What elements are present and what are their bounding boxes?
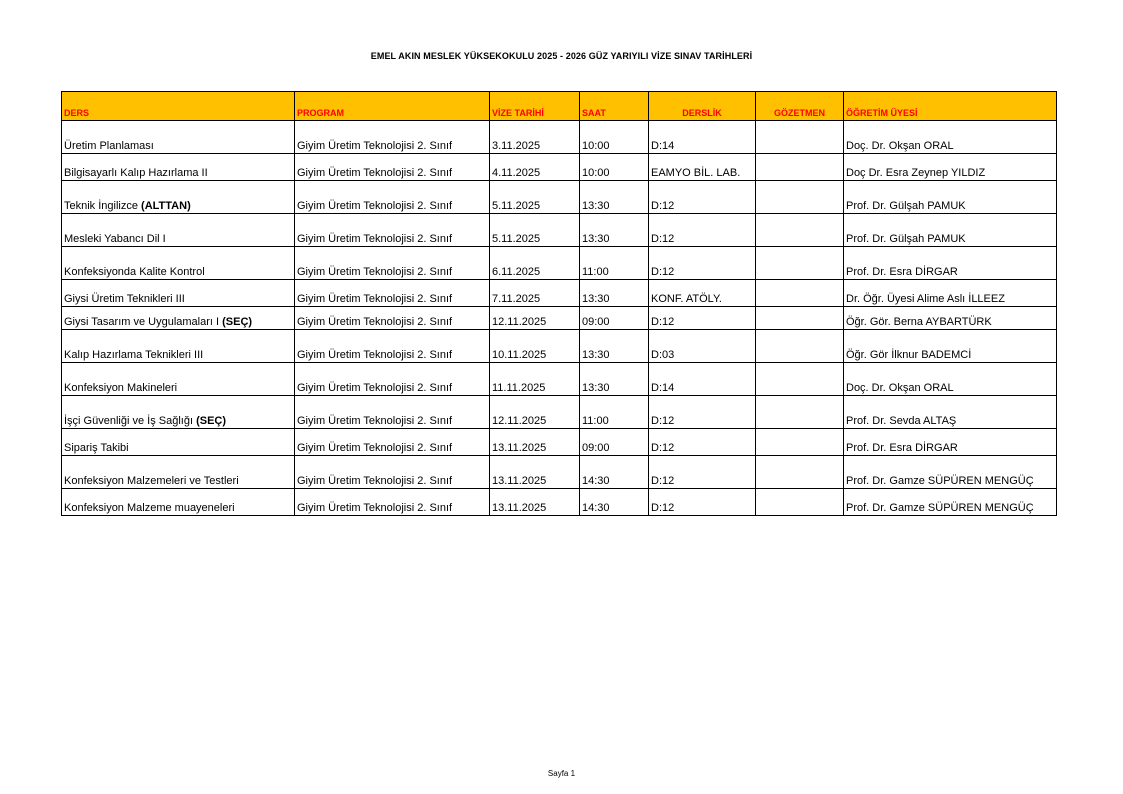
time-cell: 14:30 — [580, 456, 649, 489]
header-gozetmen: GÖZETMEN — [756, 92, 844, 121]
table-row — [62, 280, 1057, 307]
header-row — [62, 92, 1057, 121]
course-cell — [62, 181, 295, 214]
date-cell: 4.11.2025 — [490, 154, 580, 181]
date-cell: 3.11.2025 — [490, 121, 580, 154]
header-vize-tarihi: VİZE TARİHİ — [490, 92, 580, 121]
exam-schedule-table — [61, 91, 1057, 516]
program-cell: Giyim Üretim Teknolojisi 2. Sınıf — [295, 363, 490, 396]
date-cell: 5.11.2025 — [490, 181, 580, 214]
proctor-cell — [756, 489, 844, 516]
header-derslik: DERSLİK — [649, 92, 756, 121]
date-cell: 13.11.2025 — [490, 456, 580, 489]
course-name: Konfeksiyon Malzeme muayeneleri — [64, 502, 235, 514]
course-name: İşçi Güvenliği ve İş Sağlığı — [64, 415, 197, 427]
course-name: Teknik İngilizce — [64, 200, 142, 212]
course-cell — [62, 489, 295, 516]
room-cell: D:12 — [649, 489, 756, 516]
proctor-cell — [756, 214, 844, 247]
program-cell: Giyim Üretim Teknolojisi 2. Sınıf — [295, 456, 490, 489]
date-cell: 13.11.2025 — [490, 429, 580, 456]
course-cell — [62, 247, 295, 280]
instructor-cell: Prof. Dr. Gamze SÜPÜREN MENGÜÇ — [844, 456, 1057, 489]
table-row — [62, 181, 1057, 214]
proctor-cell — [756, 396, 844, 429]
instructor-cell: Öğr. Gör İlknur BADEMCİ — [844, 330, 1057, 363]
room-cell: EAMYO BİL. LAB. — [649, 154, 756, 181]
header-saat: SAAT — [580, 92, 649, 121]
course-name: Kalıp Hazırlama Teknikleri III — [64, 349, 204, 361]
proctor-cell — [756, 330, 844, 363]
date-cell: 11.11.2025 — [490, 363, 580, 396]
program-cell: Giyim Üretim Teknolojisi 2. Sınıf — [295, 154, 490, 181]
instructor-cell: Prof. Dr. Gülşah PAMUK — [844, 181, 1057, 214]
proctor-cell — [756, 121, 844, 154]
table-row — [62, 429, 1057, 456]
program-cell: Giyim Üretim Teknolojisi 2. Sınıf — [295, 280, 490, 307]
course-cell — [62, 280, 295, 307]
course-name: Mesleki Yabancı Dil I — [64, 233, 166, 245]
table-row — [62, 489, 1057, 516]
date-cell: 10.11.2025 — [490, 330, 580, 363]
time-cell: 11:00 — [580, 247, 649, 280]
room-cell: D:12 — [649, 307, 756, 330]
course-name: Sipariş Takibi — [64, 442, 129, 454]
proctor-cell — [756, 154, 844, 181]
header-ders: DERS — [62, 92, 295, 121]
course-name: Konfeksiyon Makineleri — [64, 382, 178, 394]
date-cell: 6.11.2025 — [490, 247, 580, 280]
instructor-cell: Prof. Dr. Gamze SÜPÜREN MENGÜÇ — [844, 489, 1057, 516]
instructor-cell: Prof. Dr. Esra DİRGAR — [844, 247, 1057, 280]
header-program: PROGRAM — [295, 92, 490, 121]
instructor-cell: Dr. Öğr. Üyesi Alime Aslı İLLEEZ — [844, 280, 1057, 307]
table-row — [62, 214, 1057, 247]
room-cell: D:12 — [649, 429, 756, 456]
program-cell: Giyim Üretim Teknolojisi 2. Sınıf — [295, 396, 490, 429]
program-cell: Giyim Üretim Teknolojisi 2. Sınıf — [295, 181, 490, 214]
program-cell: Giyim Üretim Teknolojisi 2. Sınıf — [295, 307, 490, 330]
table-row — [62, 307, 1057, 330]
course-cell — [62, 307, 295, 330]
room-cell: D:12 — [649, 247, 756, 280]
course-name: Üretim Planlaması — [64, 140, 154, 152]
proctor-cell — [756, 181, 844, 214]
proctor-cell — [756, 247, 844, 280]
date-cell: 12.11.2025 — [490, 307, 580, 330]
table-row — [62, 154, 1057, 181]
course-tag: (SEÇ) — [222, 316, 253, 328]
date-cell: 5.11.2025 — [490, 214, 580, 247]
header-ogretim-uyesi: ÖĞRETİM ÜYESİ — [844, 92, 1057, 121]
date-cell: 7.11.2025 — [490, 280, 580, 307]
instructor-cell: Doç. Dr. Okşan ORAL — [844, 121, 1057, 154]
room-cell: D:14 — [649, 121, 756, 154]
room-cell: D:14 — [649, 363, 756, 396]
course-cell — [62, 396, 295, 429]
table-row — [62, 396, 1057, 429]
time-cell: 13:30 — [580, 214, 649, 247]
room-cell: D:12 — [649, 181, 756, 214]
instructor-cell: Doç. Dr. Okşan ORAL — [844, 363, 1057, 396]
course-cell — [62, 121, 295, 154]
time-cell: 13:30 — [580, 363, 649, 396]
room-cell: KONF. ATÖLY. — [649, 280, 756, 307]
table-row — [62, 330, 1057, 363]
time-cell: 14:30 — [580, 489, 649, 516]
instructor-cell: Prof. Dr. Gülşah PAMUK — [844, 214, 1057, 247]
program-cell: Giyim Üretim Teknolojisi 2. Sınıf — [295, 214, 490, 247]
course-name: Bilgisayarlı Kalıp Hazırlama II — [64, 167, 208, 179]
course-name: Giysi Üretim Teknikleri III — [64, 293, 185, 305]
course-cell — [62, 456, 295, 489]
time-cell: 10:00 — [580, 121, 649, 154]
course-tag: (ALTTAN) — [141, 200, 191, 212]
instructor-cell: Prof. Dr. Sevda ALTAŞ — [844, 396, 1057, 429]
course-name: Konfeksiyon Malzemeleri ve Testleri — [64, 475, 239, 487]
program-cell: Giyim Üretim Teknolojisi 2. Sınıf — [295, 330, 490, 363]
table-row — [62, 363, 1057, 396]
proctor-cell — [756, 280, 844, 307]
proctor-cell — [756, 429, 844, 456]
proctor-cell — [756, 363, 844, 396]
table-row — [62, 247, 1057, 280]
program-cell: Giyim Üretim Teknolojisi 2. Sınıf — [295, 489, 490, 516]
course-name: Konfeksiyonda Kalite Kontrol — [64, 266, 205, 278]
instructor-cell: Prof. Dr. Esra DİRGAR — [844, 429, 1057, 456]
time-cell: 09:00 — [580, 307, 649, 330]
room-cell: D:12 — [649, 214, 756, 247]
instructor-cell: Doç Dr. Esra Zeynep YILDIZ — [844, 154, 1057, 181]
time-cell: 13:30 — [580, 280, 649, 307]
time-cell: 10:00 — [580, 154, 649, 181]
table-row — [62, 121, 1057, 154]
date-cell: 13.11.2025 — [490, 489, 580, 516]
course-name: Giysi Tasarım ve Uygulamaları I — [64, 316, 223, 328]
time-cell: 09:00 — [580, 429, 649, 456]
instructor-cell: Öğr. Gör. Berna AYBARTÜRK — [844, 307, 1057, 330]
course-cell — [62, 429, 295, 456]
course-cell — [62, 154, 295, 181]
room-cell: D:12 — [649, 396, 756, 429]
course-tag: (SEÇ) — [196, 415, 227, 427]
course-cell — [62, 363, 295, 396]
time-cell: 13:30 — [580, 330, 649, 363]
page-number: Sayfa 1 — [547, 769, 576, 778]
proctor-cell — [756, 456, 844, 489]
program-cell: Giyim Üretim Teknolojisi 2. Sınıf — [295, 121, 490, 154]
program-cell: Giyim Üretim Teknolojisi 2. Sınıf — [295, 429, 490, 456]
proctor-cell — [756, 307, 844, 330]
room-cell: D:03 — [649, 330, 756, 363]
page-title: EMEL AKIN MESLEK YÜKSEKOKULU 2025 - 2026 GÜZ YARIYILI VİZE SINAV TARİHLERİ — [370, 51, 753, 61]
date-cell: 12.11.2025 — [490, 396, 580, 429]
table-row — [62, 456, 1057, 489]
room-cell: D:12 — [649, 456, 756, 489]
program-cell: Giyim Üretim Teknolojisi 2. Sınıf — [295, 247, 490, 280]
time-cell: 13:30 — [580, 181, 649, 214]
time-cell: 11:00 — [580, 396, 649, 429]
course-cell — [62, 214, 295, 247]
course-cell — [62, 330, 295, 363]
